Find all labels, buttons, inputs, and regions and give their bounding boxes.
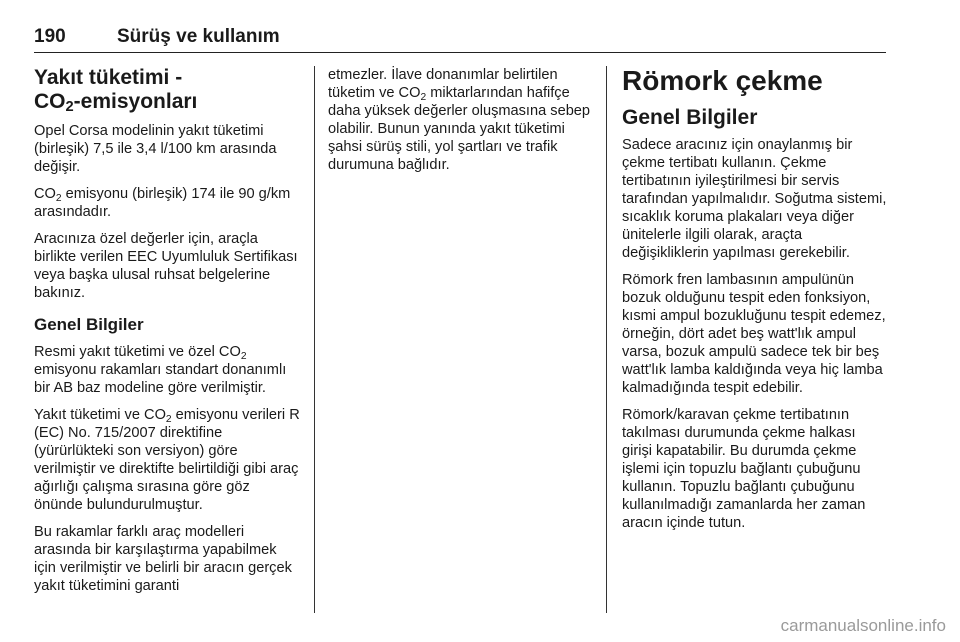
paragraph: Römork/karavan çekme tertibatının takılması durumunda çekme halkası girişi kapatabilir. Bu durumda çekme işlemi için topuzlu bağlantı çubuğunu kullanın. Topuzlu bağlantı çubuğunu kullanılmadığı zamanlarda her zaman aracın içinde tutun. (622, 407, 866, 531)
watermark: carmanualsonline.info (780, 616, 946, 635)
paragraph: etmezler. İlave donanımlar belirtilen tüketim ve $CO_2$ miktarlarından hafifçe daha yüksek değerler oluşmasına sebep olabilir. Bunun yanında yakıt tüketimi şahsi sürüş stili, yol şartları ve trafik durumuna bağlıdır. (328, 67, 591, 173)
paragraph: Opel Corsa modelinin yakıt tüketimi (birleşik) 7,5 ile 3,4 l/100 km arasında değişir. (34, 123, 277, 175)
page-header (34, 24, 886, 53)
fuel-consumption-heading: Yakıt tüketimi - $CO_2$-emisyonları (34, 66, 198, 115)
column-divider (606, 66, 607, 613)
section-title: Sürüş ve kullanım (117, 26, 280, 47)
paragraph: Römork fren lambasının ampulünün bozuk olduğunu tespit eden fonksiyon, kısmi ampul bozukluğunu tespit edemez, örneğin, dört adet beş watt'lık ampul varsa, bozuk ampulü sadece tek bir beş watt'lık lamba kaldığında veya hiç lamba kalmadığında tespit edebilir. (622, 272, 886, 396)
paragraph: $CO_2$ emisyonu (birleşik) 174 ile 90 g/km arasındadır. (34, 186, 291, 220)
column-left (34, 66, 302, 604)
paragraph: Aracınıza özel değerler için, araçla birlikte verilen EEC Uyumluluk Sertifikası veya başka ulusal ruhsat belgelerine bakınız. (34, 231, 298, 301)
column-right (622, 66, 888, 541)
paragraph: Yakıt tüketimi ve $CO_2$ emisyonu verileri R (EC) No. 715/2007 direktifine (yürürlükteki son versiyon) göre verilmiştir ve direktifte belirtildiği gibi araç ağırlığı çalışma sırasına göre göz önünde bulundurulmuştur. (34, 407, 300, 513)
paragraph: Resmi yakıt tüketimi ve özel $CO_2$ emisyonu rakamları standart donanımlı bir AB baz modeline göre verilmiştir. (34, 344, 287, 396)
column-divider (314, 66, 315, 613)
paragraph: Bu rakamlar farklı araç modelleri arasında bir karşılaştırma yapabilmek için verilmiştir ve belirli bir aracın gerçek yakıt tüketimini garanti (34, 524, 292, 594)
general-info-subheading: Genel Bilgiler (34, 315, 144, 334)
paragraph: Sadece aracınız için onaylanmış bir çekme tertibatı kullanın. Çekme tertibatının iyileştirilmesi bir servis tarafından yapılmalıdır. Soğutma sistemi, sıcaklık koruma plakaları veya diğer ünitelerle ilgili olarak, araçta değişikliklerin yapılması gerekebilir. (622, 137, 887, 261)
general-info-subheading: Genel Bilgiler (622, 106, 758, 129)
column-middle (328, 66, 594, 183)
page-number: 190 (34, 26, 66, 47)
towing-heading: Römork çekme (622, 65, 823, 96)
